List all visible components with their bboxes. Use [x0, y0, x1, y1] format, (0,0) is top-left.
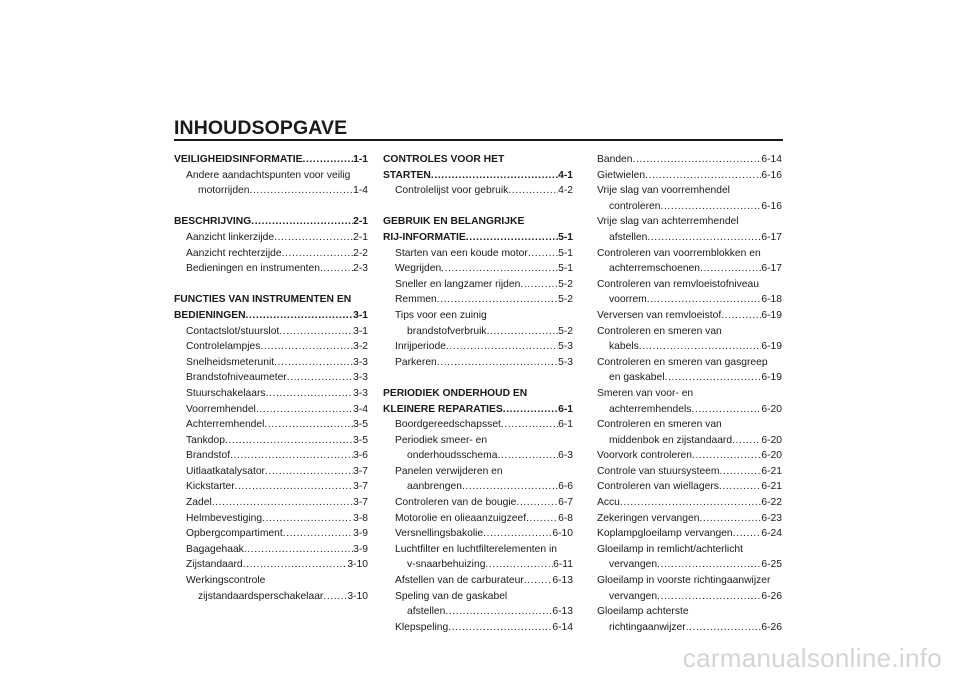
toc-entry-title: Sneller en langzamer rijden: [395, 278, 521, 290]
toc-page-number: 6-26: [761, 590, 782, 602]
toc-page-number: 5-3: [558, 356, 573, 368]
toc-entry-title: Accu: [597, 497, 620, 509]
toc-entry[interactable]: [597, 511, 782, 527]
toc-entry-title: voorrem: [609, 294, 647, 306]
toc-dot-leader: [262, 511, 353, 527]
toc-entry[interactable]: [383, 573, 573, 589]
toc-entry[interactable]: [597, 308, 782, 324]
toc-entry[interactable]: [597, 292, 782, 308]
toc-entry-title: Helmbevestiging: [186, 512, 263, 524]
toc-section-heading: CONTROLES VOOR HET: [383, 154, 505, 165]
toc-dot-leader: [620, 495, 761, 511]
toc-entry-title: Motorolie en olieaanzuigzeef: [395, 512, 527, 524]
toc-page-number: 1-4: [353, 185, 368, 197]
toc-dot-leader: [691, 402, 761, 418]
toc-dot-leader: [657, 589, 761, 605]
toc-section-entry[interactable]: [383, 402, 573, 418]
toc-entry[interactable]: [597, 479, 782, 495]
toc-column-2: [383, 152, 573, 635]
toc-entry[interactable]: [597, 433, 782, 449]
toc-section-entry[interactable]: [383, 230, 573, 246]
toc-page-number: 3-7: [353, 465, 368, 477]
toc-page-number: 6-19: [761, 341, 782, 353]
toc-page-number: 6-1: [558, 419, 573, 431]
toc-dot-leader: [516, 495, 558, 511]
toc-entry-title: Klepspeling: [395, 621, 449, 633]
toc-entry-title: afstellen: [407, 606, 446, 618]
toc-dot-leader: [251, 214, 353, 230]
toc-dot-leader: [700, 261, 761, 277]
toc-entry[interactable]: [174, 402, 368, 418]
toc-entry-title: achterremhendels: [609, 403, 692, 415]
toc-dot-leader: [274, 230, 353, 246]
toc-dot-leader: [733, 526, 762, 542]
toc-entry-text: Luchtfilter en luchtfilterelementen in: [395, 543, 557, 555]
toc-entry-title: zijstandaardsperschakelaar: [198, 590, 324, 602]
toc-entry-title: KLEINERE REPARATIES: [383, 403, 503, 415]
toc-entry[interactable]: [383, 417, 573, 433]
toc-page-number: 6-8: [558, 512, 573, 524]
toc-entry-title: Inrijperiode: [395, 341, 446, 353]
toc-entry-title: Aanzicht rechterzijde: [186, 247, 282, 259]
toc-dot-leader: [212, 495, 353, 511]
toc-entry-text: Gloeilamp achterste: [597, 606, 689, 618]
toc-dot-leader: [520, 277, 558, 293]
toc-entry[interactable]: [383, 292, 573, 308]
toc-entry-text: Controleren en smeren van gasgreep: [597, 356, 768, 368]
toc-entry[interactable]: [174, 557, 368, 573]
toc-entry[interactable]: [174, 261, 368, 277]
toc-dot-leader: [303, 152, 354, 168]
toc-entry-title: achterremschoenen: [609, 263, 701, 275]
toc-dot-leader: [647, 230, 761, 246]
toc-dot-leader: [246, 308, 354, 324]
toc-dot-leader: [446, 339, 558, 355]
toc-dot-leader: [485, 557, 553, 573]
toc-entry-text: Tips voor een zuinig: [395, 309, 487, 321]
toc-entry[interactable]: [597, 370, 782, 386]
toc-page-number: 5-1: [558, 231, 573, 243]
toc-entry-title: Gietwielen: [597, 169, 646, 181]
toc-entry[interactable]: [597, 199, 782, 215]
toc-entry[interactable]: [174, 417, 368, 433]
toc-entry-title: Snelheidsmeterunit: [186, 356, 275, 368]
toc-page-number: 2-3: [353, 263, 368, 275]
toc-page-number: 6-7: [558, 497, 573, 509]
toc-page-number: 6-14: [761, 154, 782, 165]
toc-page-number: 3-4: [353, 403, 368, 415]
watermark-text: carmanualsonline.info: [682, 643, 942, 673]
toc-entry[interactable]: [174, 230, 368, 246]
toc-dot-leader: [448, 620, 552, 636]
toc-entry-text: Gloeilamp in remlicht/achterlicht: [597, 543, 743, 555]
toc-page-number: 5-1: [558, 247, 573, 259]
toc-entry-text: Smeren van voor- en: [597, 387, 694, 399]
toc-page-number: 3-1: [353, 309, 368, 321]
toc-dot-leader: [225, 433, 353, 449]
toc-page-number: 4-1: [558, 169, 573, 181]
toc-entry[interactable]: [383, 246, 573, 262]
toc-entry[interactable]: [597, 448, 782, 464]
toc-page-number: 5-3: [558, 341, 573, 353]
toc-spacer: [174, 277, 368, 293]
toc-entry-title: Bagagehaak: [186, 543, 244, 555]
toc-spacer: [174, 199, 368, 215]
toc-page-number: 6-20: [761, 450, 782, 462]
toc-dot-leader: [323, 589, 347, 605]
toc-dot-leader: [528, 246, 558, 262]
toc-page-number: 6-25: [761, 559, 782, 571]
toc-page-number: 3-3: [353, 387, 368, 399]
toc-dot-leader: [524, 573, 553, 589]
toc-page-number: 3-3: [353, 372, 368, 384]
toc-entry[interactable]: [174, 511, 368, 527]
toc-dot-leader: [260, 339, 353, 355]
toc-dot-leader: [462, 479, 558, 495]
toc-dot-leader: [692, 448, 761, 464]
toc-section-heading: PERIODIEK ONDERHOUD EN: [383, 387, 528, 399]
toc-page-number: 6-16: [761, 169, 782, 181]
toc-page-number: 6-21: [761, 481, 782, 493]
toc-page-number: 3-10: [347, 559, 368, 571]
toc-spacer: [383, 370, 573, 386]
toc-page-number: 3-7: [353, 481, 368, 493]
toc-dot-leader: [256, 402, 353, 418]
toc-entry-title: Tankdop: [186, 434, 225, 446]
toc-dot-leader: [282, 246, 354, 262]
toc-entry[interactable]: [383, 448, 573, 464]
toc-column-3: [597, 152, 782, 635]
toc-entry[interactable]: [597, 464, 782, 480]
toc-entry[interactable]: [174, 589, 368, 605]
toc-dot-leader: [665, 370, 762, 386]
toc-spacer: [383, 199, 573, 215]
toc-entry[interactable]: [383, 495, 573, 511]
toc-entry-text: Speling van de gaskabel: [395, 590, 508, 602]
toc-dot-leader: [719, 464, 761, 480]
toc-page-number: 6-13: [552, 575, 573, 587]
toc-entry[interactable]: [174, 526, 368, 542]
toc-entry-text: Periodiek smeer- en: [395, 434, 488, 446]
toc-entry[interactable]: [597, 620, 782, 636]
toc-dot-leader: [441, 261, 558, 277]
toc-column-1: [174, 152, 368, 604]
toc-dot-leader: [732, 433, 761, 449]
toc-entry-title: Controlelampjes: [186, 341, 261, 353]
toc-entry-title: Parkeren: [395, 356, 437, 368]
toc-section-heading: GEBRUIK EN BELANGRIJKE: [383, 216, 525, 228]
toc-page-number: 6-14: [552, 621, 573, 633]
toc-page-number: 2-2: [353, 247, 368, 259]
toc-dot-leader: [487, 324, 559, 340]
toc-entry[interactable]: [383, 620, 573, 636]
toc-entry[interactable]: [383, 355, 573, 371]
toc-entry-title: BEDIENINGEN: [174, 309, 246, 321]
toc-entry[interactable]: [174, 246, 368, 262]
toc-entry-title: Verversen van remvloeistof: [597, 309, 722, 321]
toc-entry[interactable]: [174, 324, 368, 340]
toc-page-number: 3-8: [353, 512, 368, 524]
toc-entry-title: Uitlaatkatalysator: [186, 465, 265, 477]
toc-entry-title: vervangen: [609, 559, 658, 571]
toc-page-number: 6-24: [761, 528, 782, 540]
toc-dot-leader: [235, 479, 353, 495]
toc-page-number: 3-10: [347, 590, 368, 602]
toc-entry-title: onderhoudsschema: [407, 450, 498, 462]
toc-dot-leader: [483, 526, 552, 542]
toc-page-number: 2-1: [353, 216, 368, 228]
toc-page-number: 6-20: [761, 403, 782, 415]
toc-page-number: 6-6: [558, 481, 573, 493]
toc-entry-title: Brandstofniveaumeter: [186, 372, 287, 384]
toc-entry[interactable]: [597, 261, 782, 277]
toc-dot-leader: [445, 604, 552, 620]
toc-entry-title: Starten van een koude motor: [395, 247, 528, 259]
toc-dot-leader: [508, 183, 558, 199]
toc-page-number: 6-11: [553, 559, 573, 571]
toc-page-number: 5-2: [558, 294, 573, 306]
toc-entry-title: Controleren van de bougie: [395, 497, 517, 509]
toc-dot-leader: [250, 183, 354, 199]
toc-section-heading: FUNCTIES VAN INSTRUMENTEN EN: [174, 294, 352, 306]
toc-entry-title: Kickstarter: [186, 481, 235, 493]
toc-page-number: 3-9: [353, 543, 368, 555]
toc-page-number: 5-2: [558, 325, 573, 337]
toc-section-entry[interactable]: [174, 214, 368, 230]
toc-entry[interactable]: [383, 604, 573, 620]
page-title: INHOUDSOPGAVE: [174, 117, 348, 139]
toc-entry-title: Achterremhendel: [186, 419, 265, 431]
toc-page-number: 6-3: [558, 450, 573, 462]
toc-page-number: 6-19: [761, 309, 782, 321]
toc-page-number: 6-26: [761, 621, 782, 633]
toc-entry-title: STARTEN: [383, 169, 431, 181]
toc-entry[interactable]: [383, 557, 573, 573]
toc-entry[interactable]: [383, 479, 573, 495]
toc-dot-leader: [719, 479, 761, 495]
toc-entry-text: Controleren van voorremblokken en: [597, 247, 761, 259]
toc-entry-title: aanbrengen: [407, 481, 462, 493]
toc-entry-title: Stuurschakelaars: [186, 387, 266, 399]
toc-entry[interactable]: [174, 433, 368, 449]
toc-page-number: 3-7: [353, 497, 368, 509]
toc-dot-leader: [265, 464, 353, 480]
toc-entry-title: motorrijden: [198, 185, 250, 197]
toc-page-number: 6-19: [761, 372, 782, 384]
toc-entry-title: Voorremhendel: [186, 403, 256, 415]
toc-dot-leader: [526, 511, 558, 527]
toc-entry-title: Afstellen van de carburateur: [395, 575, 524, 587]
toc-entry[interactable]: [597, 402, 782, 418]
toc-page-number: 2-1: [353, 231, 368, 243]
toc-dot-leader: [633, 152, 762, 168]
toc-dot-leader: [503, 402, 558, 418]
toc-entry-title: Zekeringen vervangen: [597, 512, 700, 524]
toc-entry[interactable]: [597, 526, 782, 542]
toc-entry-title: Boordgereedschapsset: [395, 419, 501, 431]
toc-entry[interactable]: [174, 183, 368, 199]
toc-entry-title: Opbergcompartiment: [186, 528, 283, 540]
toc-dot-leader: [699, 511, 761, 527]
toc-page-number: 5-1: [558, 263, 573, 275]
toc-dot-leader: [686, 620, 762, 636]
toc-entry-title: VEILIGHEIDSINFORMATIE: [174, 154, 303, 165]
toc-entry-text: Panelen verwijderen en: [395, 465, 503, 477]
toc-dot-leader: [230, 448, 353, 464]
toc-page-number: 5-2: [558, 278, 573, 290]
toc-dot-leader: [264, 417, 353, 433]
toc-entry-title: richtingaanwijzer: [609, 621, 686, 633]
toc-entry-title: Controleren van wiellagers: [597, 481, 719, 493]
toc-dot-leader: [437, 292, 558, 308]
toc-entry[interactable]: [383, 339, 573, 355]
toc-page-number: 6-10: [552, 528, 573, 540]
toc-entry[interactable]: [174, 542, 368, 558]
toc-page-number: 1-1: [353, 154, 368, 165]
toc-entry-title: afstellen: [609, 231, 648, 243]
toc-entry[interactable]: [174, 370, 368, 386]
toc-entry[interactable]: [174, 355, 368, 371]
toc-entry-text: Controleren en smeren van: [597, 325, 722, 337]
toc-entry-title: Remmen: [395, 294, 437, 306]
toc-entry-text: Andere aandachtspunten voor veilig: [186, 169, 351, 181]
toc-section-entry[interactable]: [383, 168, 573, 184]
toc-dot-leader: [639, 339, 762, 355]
toc-entry[interactable]: [174, 479, 368, 495]
toc-dot-leader: [431, 168, 558, 184]
toc-entry-title: Brandstof: [186, 450, 231, 462]
toc-entry-title: middenbok en zijstandaard: [609, 434, 733, 446]
toc-entry[interactable]: [597, 339, 782, 355]
toc-page-number: 3-6: [353, 450, 368, 462]
toc-entry[interactable]: [597, 495, 782, 511]
toc-entry[interactable]: [383, 526, 573, 542]
toc-entry[interactable]: [597, 589, 782, 605]
toc-section-entry[interactable]: [174, 152, 368, 168]
toc-entry-title: Aanzicht linkerzijde: [186, 231, 275, 243]
toc-page-number: 4-2: [558, 185, 573, 197]
toc-entry-title: Controlelijst voor gebruik: [395, 185, 509, 197]
toc-page-number: 3-5: [353, 419, 368, 431]
toc-entry-title: Zijstandaard: [186, 559, 243, 571]
toc-entry[interactable]: [174, 386, 368, 402]
toc-entry[interactable]: [174, 448, 368, 464]
toc-entry-title: Wegrijden: [395, 263, 442, 275]
toc-dot-leader: [243, 557, 348, 573]
toc-dot-leader: [661, 199, 762, 215]
toc-page-number: 3-3: [353, 356, 368, 368]
toc-entry[interactable]: [383, 183, 573, 199]
toc-page-number: 6-17: [761, 263, 782, 275]
toc-entry[interactable]: [383, 261, 573, 277]
toc-page-number: 3-9: [353, 528, 368, 540]
toc-entry-text: Controleren en smeren van: [597, 419, 722, 431]
toc-entry-text: Vrije slag van voorremhendel: [597, 185, 730, 197]
toc-page-number: 6-16: [761, 200, 782, 212]
toc-page-number: 3-1: [353, 325, 368, 337]
toc-entry-title: Versnellingsbakolie: [395, 528, 484, 540]
toc-entry-title: Banden: [597, 154, 633, 165]
title-underline: [174, 139, 783, 141]
toc-dot-leader: [266, 386, 354, 402]
toc-page-number: 6-22: [761, 497, 782, 509]
toc-entry[interactable]: [383, 511, 573, 527]
toc-entry-title: Voorvork controleren: [597, 450, 693, 462]
toc-page-number: 3-5: [353, 434, 368, 446]
toc-entry[interactable]: [383, 277, 573, 293]
toc-dot-leader: [645, 168, 761, 184]
toc-entry-title: Koplampgloeilamp vervangen: [597, 528, 733, 540]
toc-entry-title: Bedieningen en instrumenten: [186, 263, 320, 275]
toc-page-number: 6-13: [552, 606, 573, 618]
toc-entry-text: Werkingscontrole: [186, 575, 266, 587]
toc-page-number: 6-1: [558, 403, 573, 415]
toc-dot-leader: [466, 230, 558, 246]
toc-dot-leader: [501, 417, 558, 433]
toc-entry-title: controleren: [609, 200, 661, 212]
toc-entry-title: en gaskabel: [609, 372, 665, 384]
toc-entry-title: Zadel: [186, 497, 212, 509]
toc-entry[interactable]: [597, 152, 782, 168]
toc-entry-title: RIJ-INFORMATIE: [383, 231, 466, 243]
toc-dot-leader: [721, 308, 761, 324]
toc-entry[interactable]: [597, 230, 782, 246]
toc-dot-leader: [287, 370, 353, 386]
toc-page-number: 6-17: [761, 231, 782, 243]
toc-entry-title: Contactslot/stuurslot: [186, 325, 280, 337]
toc-dot-leader: [274, 355, 353, 371]
toc-entry-text: Vrije slag van achterremhendel: [597, 216, 739, 228]
toc-entry-title: v-snaarbehuizing: [407, 559, 486, 571]
toc-page-number: 3-2: [353, 341, 368, 353]
toc-page-number: 6-20: [761, 434, 782, 446]
toc-dot-leader: [647, 292, 762, 308]
toc-entry-title: vervangen: [609, 590, 658, 602]
toc-dot-leader: [657, 557, 761, 573]
toc-entry-text: Controleren van remvloeistofniveau: [597, 278, 759, 290]
toc-page-number: 6-18: [761, 294, 782, 306]
toc-section-entry[interactable]: [174, 308, 368, 324]
toc-entry-title: BESCHRIJVING: [174, 216, 252, 228]
toc-dot-leader: [283, 526, 353, 542]
toc-entry-title: kabels: [609, 341, 639, 353]
toc-dot-leader: [497, 448, 558, 464]
toc-entry[interactable]: [597, 168, 782, 184]
toc-dot-leader: [320, 261, 353, 277]
toc-page-number: 6-23: [761, 512, 782, 524]
toc-dot-leader: [279, 324, 353, 340]
toc-page-number: 6-21: [761, 465, 782, 477]
toc-entry-text: Gloeilamp in voorste richtingaanwijzer: [597, 575, 771, 587]
toc-entry[interactable]: [383, 324, 573, 340]
toc-entry[interactable]: [174, 464, 368, 480]
toc-dot-leader: [437, 355, 558, 371]
toc-dot-leader: [244, 542, 353, 558]
toc-entry-title: brandstofverbruik: [407, 325, 487, 337]
toc-entry[interactable]: [174, 495, 368, 511]
toc-entry[interactable]: [597, 557, 782, 573]
toc-entry[interactable]: [174, 339, 368, 355]
toc-entry-title: Controle van stuursysteem: [597, 465, 720, 477]
